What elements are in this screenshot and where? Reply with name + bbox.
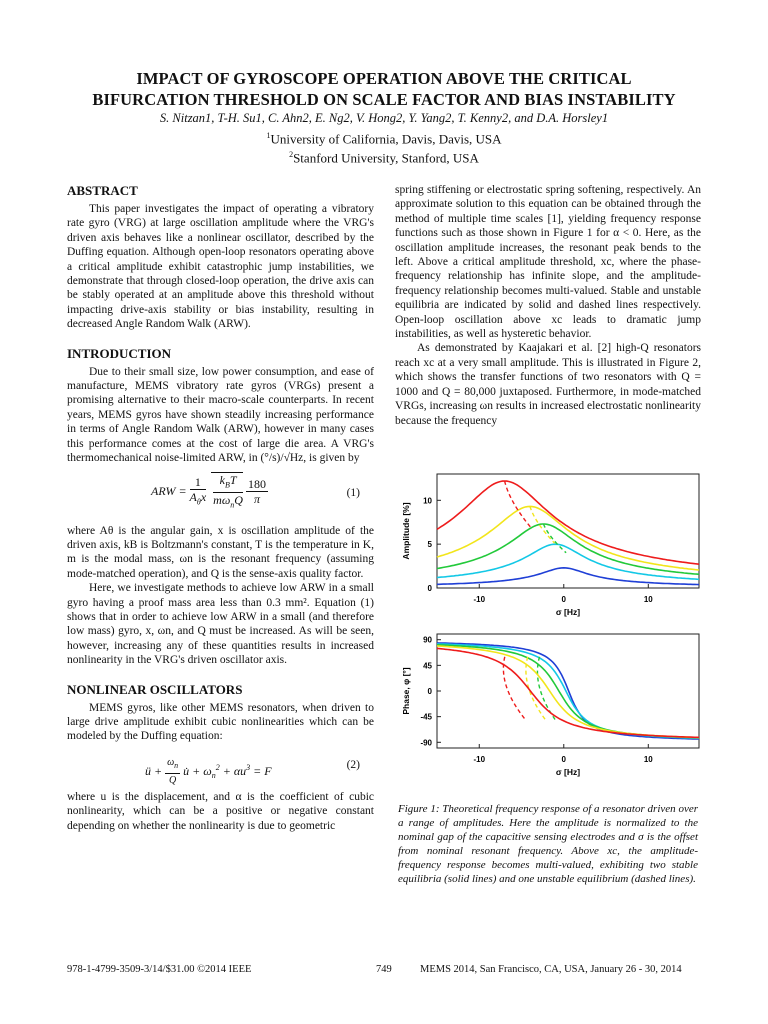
amp-series-green: [437, 524, 699, 574]
footer-conference: MEMS 2014, San Francisco, CA, USA, January 26 - 30, 2014: [420, 964, 682, 975]
figure-1-svg: [395, 462, 705, 802]
author-list: S. Nitzan1, T-H. Su1, C. Ahn2, E. Ng2, V. Hong2, Y. Yang2, T. Kenny2, and D.A. Horsley1: [159, 111, 609, 125]
right-column: [395, 183, 701, 428]
y-tick-label: -45: [420, 712, 432, 722]
nonlinear-paragraph-2: where u is the displacement, and α is the coefficient of cubic nonlinearity, which can be a positive or negative constant depending on whether the nonlinearity is due to geometric: [67, 790, 374, 832]
x-tick-label: -10: [473, 595, 486, 604]
intro-heading: INTRODUCTION: [67, 345, 172, 361]
y-tick-label: -90: [420, 738, 432, 748]
amp-unstable-red: [505, 481, 533, 529]
y-axis-label: Phase, φ [°]: [401, 667, 411, 715]
y-tick-label: 5: [427, 540, 432, 550]
nonlinear-paragraph-1: MEMS gyros, like other MEMS resonators, when driven to large drive amplitude exhibit cubic nonlinearities which can be modeled by the Duffing equation:: [67, 701, 374, 743]
equation-1-body: ARW = $\frac{1}{A_\theta x}$ $\frac{k_BT}{m\omega_nQ}$ $\frac{180}{\pi}$: [151, 472, 268, 513]
abstract-text: This paper investigates the impact of operating a vibratory rate gyro (VRG) at large oscillation amplitude where the VRG's driven axis behaves like a nonlinear oscillator, described by the Duffing equation. Although open-loop resonators operating above a critical amplitude exhibit catastrophic jump instabilities, we demonstrate that through closed-loop operation, the drive axis can be stably operated at an amplitude above this threshold without impacting drive-axis stability or bias instability, resulting in decreased Angle Random Walk (ARW).: [67, 203, 374, 331]
x-axis-label: σ [Hz]: [555, 607, 581, 617]
right-paragraph-1: spring stiffening or electrostatic spring softening, respectively. An approximate solution to this equation can be obtained through the method of multiple time scales [1], yielding frequency response functions such as those shown in Figure 1 for α < 0. Here, as the oscillation amplitude increases, the resonant peak bends to the left. Above a critical amplitude threshold, xc, where the phase-frequency relationship has infinite slope, and the amplitude-frequency relationship becomes multi-valued. Stable and unstable equilibria are indicated by solid and dashed lines respectively. Open-loop oscillation above xc leads to dramatic jump instabilities, as well as hysteretic behavior.: [395, 184, 701, 341]
y-tick-label: 0: [427, 687, 432, 696]
equation-1: [67, 472, 374, 516]
affiliation-1-text: University of California, Davis, Davis, USA: [270, 131, 502, 147]
y-tick-label: 0: [427, 584, 432, 593]
y-tick-label: 10: [423, 496, 432, 506]
phase-plot: [401, 634, 699, 777]
intro-paragraph-2: where Aθ is the angular gain, x is oscillation amplitude of the driven axis, kB is Boltzmann's constant, T is the temperature in K, m is the modal mass, ωn is the resonant frequency (assuming mode-matched operation), and Q is the sense-axis quality factor.: [67, 524, 374, 580]
footer-isbn: 978-1-4799-3509-3/14/$31.00 ©2014 IEEE: [67, 964, 252, 975]
affiliation-2: $^2$Stanford University, Stanford, USA: [289, 150, 479, 166]
x-tick-label: 10: [643, 595, 653, 604]
equation-2-body: ü + $\frac{\omega_n}{Q}$ u̇ + $\omega_n^2 + \alpha u^3 = F$: [145, 756, 272, 786]
title-line-2: BIFURCATION THRESHOLD ON SCALE FACTOR AND BIAS INSTABILITY: [92, 90, 676, 109]
amplitude-plot: [401, 474, 699, 617]
x-tick-label: 0: [561, 595, 567, 604]
y-tick-label: 45: [423, 661, 432, 671]
intro-paragraph-1: Due to their small size, low power consumption, and ease of manufacture, MEMS vibratory rate gyros (VRGs) present a promising alternative to their macro-scale counterparts. In recent years, MEMS gyros have shown steadily increasing performance in terms of Angle Random Walk (ARW), however in many cases this performance comes at the cost of large die area. A VRG's thermomechanical noise-limited ARW, in (°/s)/√Hz, is given by: [67, 365, 374, 465]
y-tick-label: 90: [423, 635, 432, 645]
figure-1-caption: Figure 1: Theoretical frequency response of a resonator driven over a range of amplitudes. Here the amplitude is normalized to the nominal gap of the capacitive sensing electrodes and σ is the offset from nominal resonant frequency. Above xc, the amplitude-frequency response becomes multi-valued, exhibiting two stable equilibria (solid lines) and one unstable equilibrium (dashed lines).: [398, 803, 698, 885]
equation-1-number: (1): [346, 486, 360, 499]
figure-1: [395, 462, 705, 802]
equation-2-number: (2): [346, 758, 360, 771]
amp-series-yellow: [437, 506, 699, 570]
affiliation-2-text: Stanford University, Stanford, USA: [293, 150, 479, 166]
phase-series-blue: [437, 643, 699, 739]
left-column: [67, 183, 374, 833]
amp-unstable-green: [543, 524, 566, 553]
nonlinear-heading: NONLINEAR OSCILLATORS: [67, 681, 243, 697]
phase-series-yellow: [437, 646, 699, 738]
x-tick-label: 0: [561, 755, 567, 764]
abstract-heading: ABSTRACT: [67, 183, 138, 198]
amp-series-cyan: [437, 544, 699, 579]
x-axis-label: σ [Hz]: [555, 767, 581, 777]
x-tick-label: -10: [473, 755, 486, 764]
y-axis-label: Amplitude [%]: [401, 502, 411, 560]
paper-title: [40, 68, 728, 110]
amp-series-red: [437, 481, 699, 564]
right-paragraph-2: As demonstrated by Kaajakari et al. [2] high-Q resonators reach xc at a very small amplitude. This is illustrated in Figure 2, which shows the transfer functions of two resonators with Q = 1000 and Q = 80,000 juxtaposed. Furthermore, in mode-matched VRGs, increasing ωn results in increased electrostatic nonlinearity because the frequency: [395, 342, 701, 427]
title-line-1: IMPACT OF GYROSCOPE OPERATION ABOVE THE CRITICAL: [136, 69, 632, 88]
affiliation-1: $^1$University of California, Davis, Davis, USA: [266, 131, 502, 147]
footer-page-number: 749: [376, 964, 392, 975]
phase-series-red: [437, 648, 699, 737]
intro-paragraph-3: Here, we investigate methods to achieve low ARW in a small gyro having a proof mass area less than 0.3 mm². Equation (1) shows that in order to achieve low ARW in a small (and therefore low mass) gyro, x, ωn, and Q must be increased. As will be seen, however, increasing any of these quantities results in increased nonlinearity in the VRG's driven oscillator axis.: [67, 582, 374, 667]
x-tick-label: 10: [643, 755, 653, 764]
equation-2: [67, 750, 374, 786]
